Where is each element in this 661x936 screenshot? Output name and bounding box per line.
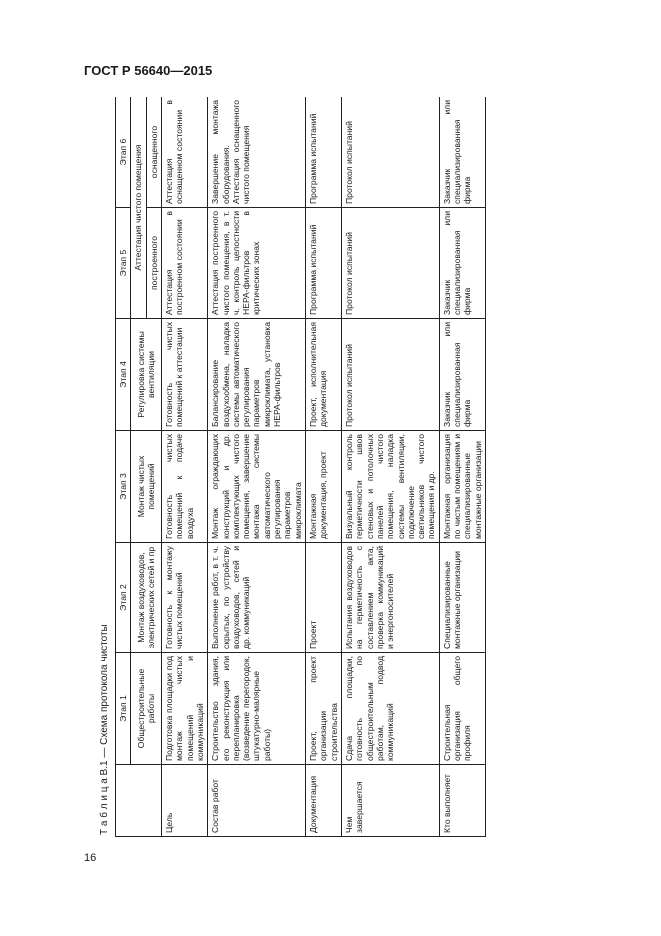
table-cell: Заказчик или специализированная фирма: [439, 97, 485, 208]
stage-2-header: Этап 2: [116, 543, 131, 653]
stage-4-subheader: Регулировка системы вентиляции: [131, 319, 162, 431]
stage-6-subheader: оснащенного: [146, 97, 161, 208]
table-cell: Подготовка площадки под монтаж чистых помещений и коммуникаций: [161, 653, 207, 765]
table-cell: Испытания воздуховодов на герметичность с составлением акта, проверка коммуникаций и энергоносителей: [341, 543, 439, 653]
rotated-table-area: [93, 97, 598, 837]
table-caption: Т а б л и ц а В.1 — Схема протокола чистоты: [99, 624, 110, 835]
corner-cell: [116, 765, 162, 837]
table-cell: Строительство здания, его реконструкция или перепланировка (возведение перегородок, штукатурно-малярные работы): [208, 653, 306, 765]
stage-4-header: Этап 4: [116, 319, 131, 431]
stage-6-header: Этап 6: [116, 97, 131, 208]
table-cell: Протокол испытаний: [341, 97, 439, 208]
row-label-completion: Чем завершается: [341, 765, 439, 837]
stage-2-subheader: Монтаж воздуховодов, электрических сетей и пр: [131, 543, 162, 653]
attestation-subheader: Аттестация чистого помещения: [131, 97, 146, 319]
protocol-table: [115, 97, 486, 837]
table-cell: Монтажная документация, проект: [306, 431, 342, 543]
document-header: ГОСТ Р 56640—2015: [84, 63, 213, 78]
table-cell: Проект, исполнительная документация: [306, 319, 342, 431]
table-cell: Сдача площадки, готовность по общестроительным работам, подвод коммуникаций: [341, 653, 439, 765]
row-label-documentation: Документация: [306, 765, 342, 837]
table-row-goal: [161, 97, 207, 837]
row-label-performer: Кто выполняет: [439, 765, 485, 837]
stage-3-header: Этап 3: [116, 431, 131, 543]
table-row-documentation: [306, 97, 342, 837]
table-cell: Заказчик или специализированная фирма: [439, 208, 485, 319]
table-cell: Заказчик или специализированная фирма: [439, 319, 485, 431]
table-cell: Программа испытаний: [306, 208, 342, 319]
table-cell: Монтаж ограждающих конструкций и др. комплектующих чистого помещения, завершение монтажа системы автоматического регулирования параметров микроклимата: [208, 431, 306, 543]
table-cell: Готовность чистых помещений к аттестации: [161, 319, 207, 431]
table-cell: Готовность чистых помещений к подаче воздуха: [161, 431, 207, 543]
table-cell: Завершение монтажа оборудования. Аттестация оснащенного чистого помещения: [208, 97, 306, 208]
table-cell: Программа испытаний: [306, 97, 342, 208]
table-cell: Балансирование воздухообмена, наладка системы автоматического регулирования параметров микроклимата, установка HEPA-фильтров: [208, 319, 306, 431]
table-cell: Аттестация построенного чистого помещения, в т. ч. контроль целостности HEPA-фильтров в критических зонах: [208, 208, 306, 319]
table-cell: Проект: [306, 543, 342, 653]
stage-5-subheader: построенного: [146, 208, 161, 319]
rotated-content: [93, 97, 598, 837]
table-cell: Визуальный контроль герметичности швов стеновых и потолочных панелей чистого помещения, наладка системы вентиляции, подключение светильников чистого помещения и др.: [341, 431, 439, 543]
table-row-completion: [341, 97, 439, 837]
table-cell: Протокол испытаний: [341, 319, 439, 431]
table-cell: Аттестация в построенном состоянии: [161, 208, 207, 319]
page-number: 16: [84, 852, 97, 864]
table-cell: Проект, проект организации строительства: [306, 653, 342, 765]
table-cell: Специализированные монтажные организации: [439, 543, 485, 653]
table-cell: Аттестация в оснащенном состоянии: [161, 97, 207, 208]
table-row-performer: [439, 97, 485, 837]
stage-1-subheader: Общестроительные работы: [131, 653, 162, 765]
stage-3-subheader: Монтаж чистых помещений: [131, 431, 162, 543]
stage-1-header: Этап 1: [116, 653, 131, 765]
table-cell: Готовность к монтажу чистых помещений: [161, 543, 207, 653]
row-label-goal: Цель: [161, 765, 207, 837]
stage-5-header: Этап 5: [116, 208, 131, 319]
stage-header-row: [116, 97, 131, 837]
table-row-scope: [208, 97, 306, 837]
table-cell: Выполнение работ, в т. ч. скрытых, по устройству воздуховодов, сетей и др. коммуникаций: [208, 543, 306, 653]
table-cell: Строительная организация общего профиля: [439, 653, 485, 765]
table-cell: Протокол испытаний: [341, 208, 439, 319]
table-cell: Монтажная организация по чистым помещениям и специализированные монтажные организации: [439, 431, 485, 543]
subheader-row: [131, 97, 146, 837]
row-label-scope: Состав работ: [208, 765, 306, 837]
